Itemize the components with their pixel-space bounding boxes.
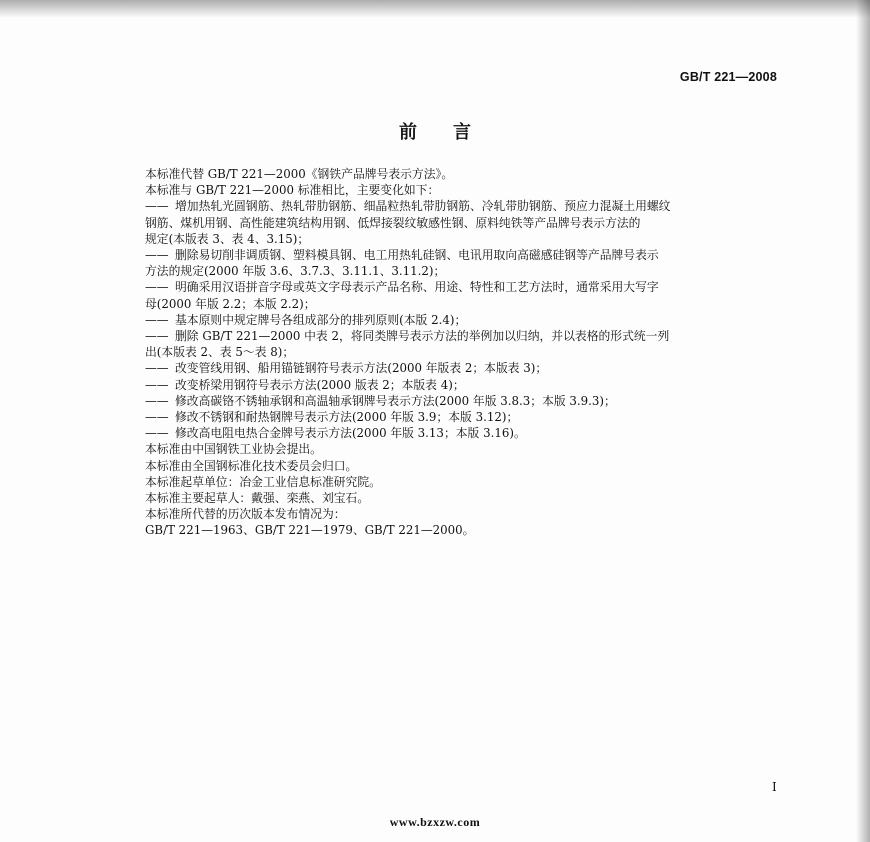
change-list-item — [145, 247, 795, 279]
item-dash: —— — [145, 248, 169, 263]
item-line: 基本原则中规定牌号各组成部分的排列原则(本版 2.4)； — [175, 312, 467, 327]
item-dash: —— — [145, 393, 169, 408]
document-code: GB/T 221—2008 — [679, 70, 777, 84]
item-dash: —— — [145, 312, 169, 327]
change-list-item — [145, 279, 795, 311]
item-line: 改变管线用钢、船用锚链钢符号表示方法(2000 年版表 2；本版表 3)； — [175, 361, 548, 376]
item-dash: —— — [145, 426, 169, 441]
foreword-body — [145, 166, 795, 539]
intro-paragraph: 本标准与 GB/T 221—2000 标准相比，主要变化如下： — [145, 183, 440, 198]
item-dash: —— — [145, 280, 169, 295]
outro-paragraph: 本标准所代替的历次版本发布情况为： — [145, 507, 346, 522]
page-title: 前言 — [399, 122, 507, 143]
change-list-item — [145, 360, 795, 376]
outro-paragraph: 本标准主要起草人：戴强、栾燕、刘宝石。 — [145, 491, 370, 506]
change-list-item — [145, 425, 795, 441]
change-list-item — [145, 409, 795, 425]
item-line: 方法的规定(2000 年版 3.6、3.7.3、3.11.1、3.11.2)； — [145, 264, 446, 279]
intro-paragraph: 本标准代替 GB/T 221—2000《钢铁产品牌号表示方法》。 — [145, 167, 454, 181]
outro-paragraph: 本标准起草单位：冶金工业信息标准研究院。 — [145, 474, 381, 489]
item-dash: —— — [145, 410, 169, 425]
scan-edge-top — [0, 0, 870, 18]
item-line: 明确采用汉语拼音字母或英文字母表示产品名称、用途、特性和工艺方法时，通常采用大写字 — [175, 280, 659, 295]
item-dash: —— — [145, 361, 169, 376]
outro-paragraph: 本标准由中国钢铁工业协会提出。 — [145, 442, 322, 457]
change-list-item — [145, 312, 795, 328]
change-list-item — [145, 328, 795, 360]
watermark-url: www.bzxzw.com — [389, 815, 481, 829]
item-line: 改变桥梁用钢符号表示方法(2000 版表 2；本版表 4)； — [175, 377, 465, 392]
item-line: 钢筋、煤机用钢、高性能建筑结构用钢、低焊接裂纹敏感性钢、原料纯铁等产品牌号表示方法的 — [145, 215, 641, 230]
item-line: 增加热轧光圆钢筋、热轧带肋钢筋、细晶粒热轧带肋钢筋、冷轧带肋钢筋、预应力混凝土用螺纹 — [175, 199, 671, 214]
item-line: 删除易切削非调质钢、塑料模具钢、电工用热轧硅钢、电讯用取向高磁感硅钢等产品牌号表示 — [175, 248, 659, 263]
outro-paragraph: GB/T 221—1963、GB/T 221—1979、GB/T 221—2000。 — [145, 523, 475, 538]
item-dash: —— — [145, 199, 169, 214]
item-dash: —— — [145, 377, 169, 392]
item-line: 出(本版表 2、表 5～表 8)； — [145, 345, 295, 360]
change-list-item — [145, 377, 795, 393]
change-list-item — [145, 393, 795, 409]
item-line: 删除 GB/T 221—2000 中表 2，将同类牌号表示方法的举例加以归纳，并以表格的形式统一列 — [175, 329, 670, 344]
item-line: 修改不锈钢和耐热钢牌号表示方法(2000 年版 3.9；本版 3.12)； — [175, 410, 519, 425]
item-line: 修改高电阻电热合金牌号表示方法(2000 年版 3.13；本版 3.16)。 — [175, 426, 526, 441]
item-line: 母(2000 年版 2.2；本版 2.2)； — [145, 296, 316, 311]
item-dash: —— — [145, 329, 169, 344]
change-list-item — [145, 198, 795, 247]
item-line: 修改高碳铬不锈轴承钢和高温轴承钢牌号表示方法(2000 年版 3.8.3；本版 3.9.3)； — [175, 393, 616, 408]
item-line: 规定(本版表 3、表 4、3.15)； — [145, 231, 310, 246]
outro-paragraph: 本标准由全国钢标准化技术委员会归口。 — [145, 458, 358, 473]
page-number: I — [772, 780, 777, 794]
